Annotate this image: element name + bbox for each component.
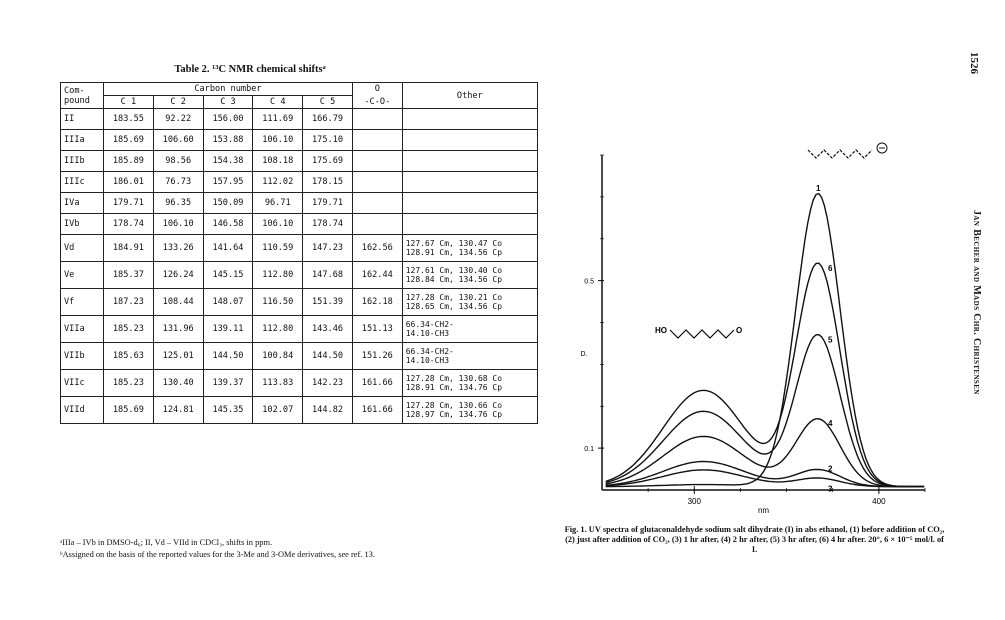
cell-carbonyl [352, 193, 402, 214]
chart-labels [816, 184, 833, 494]
cell-other [402, 214, 537, 235]
series-label: 5 [827, 335, 833, 345]
cell-c4: 113.83 [253, 370, 303, 397]
cell-c1: 183.55 [104, 109, 154, 130]
cell-c3: 141.64 [203, 235, 253, 262]
series-label: 3 [827, 484, 833, 494]
cell-other: 127.67 Cm, 130.47 Co 128.91 Cm, 134.56 Cp [402, 235, 537, 262]
cell-c5: 143.46 [303, 316, 353, 343]
cell-carbonyl [352, 151, 402, 172]
cell-carbonyl: 151.26 [352, 343, 402, 370]
cell-c5: 179.71 [303, 193, 353, 214]
header-c1: C 1 [104, 96, 154, 109]
cell-carbonyl [352, 109, 402, 130]
cell-c5: 144.50 [303, 343, 353, 370]
cell-compound: VIId [61, 397, 104, 424]
cell-other: 127.61 Cm, 130.40 Co 128.84 Cm, 134.56 Cp [402, 262, 537, 289]
footnote-a: ᵃIIIa – IVb in DMSO-d₆; II, Vd – VIId in CDCl₃, shifts in ppm. [60, 538, 273, 547]
cell-c5: 151.39 [303, 289, 353, 316]
table-row [61, 343, 538, 370]
series-label: 6 [827, 264, 833, 274]
molecule-enol-o: O [736, 326, 743, 335]
cell-other: 127.28 Cm, 130.68 Co 128.91 Cm, 134.76 Cp [402, 370, 537, 397]
series-line-2 [606, 462, 924, 487]
cell-c3: 146.58 [203, 214, 253, 235]
header-other: Other [402, 83, 537, 109]
molecule-enol-structure [655, 326, 742, 338]
cell-carbonyl [352, 130, 402, 151]
cell-c1: 185.37 [104, 262, 154, 289]
cell-c1: 187.23 [104, 289, 154, 316]
cell-carbonyl [352, 172, 402, 193]
series-line-6 [606, 263, 924, 486]
table-row [61, 397, 538, 424]
cell-other [402, 172, 537, 193]
header-c2: C 2 [153, 96, 203, 109]
cell-c1: 185.89 [104, 151, 154, 172]
table-row [61, 151, 538, 172]
table-row [61, 214, 538, 235]
series-label: 4 [827, 419, 833, 428]
footnote-b: ᵇAssigned on the basis of the reported values for the 3-Me and 3-OMe derivatives, see ref. 13. [60, 550, 375, 559]
cell-c2: 130.40 [153, 370, 203, 397]
cell-c2: 108.44 [153, 289, 203, 316]
cell-compound: IVa [61, 193, 104, 214]
cell-c4: 112.80 [253, 316, 303, 343]
x-tick-label: 400 [872, 497, 886, 506]
cell-compound: IIIb [61, 151, 104, 172]
nmr-shift-table [60, 82, 538, 424]
table-row [61, 370, 538, 397]
cell-c4: 96.71 [253, 193, 303, 214]
cell-compound: IIIa [61, 130, 104, 151]
header-carbonyl: -C-O- [352, 96, 402, 109]
cell-c2: 125.01 [153, 343, 203, 370]
cell-c3: 154.38 [203, 151, 253, 172]
cell-c3: 157.95 [203, 172, 253, 193]
cell-carbonyl [352, 214, 402, 235]
cell-c2: 124.81 [153, 397, 203, 424]
cell-c1: 185.69 [104, 397, 154, 424]
table-row [61, 289, 538, 316]
cell-c1: 184.91 [104, 235, 154, 262]
molecule-anion-structure [808, 143, 887, 158]
cell-compound: VIIb [61, 343, 104, 370]
table-row [61, 235, 538, 262]
cell-c4: 112.02 [253, 172, 303, 193]
cell-c2: 92.22 [153, 109, 203, 130]
cell-c3: 153.88 [203, 130, 253, 151]
chart-series [606, 194, 924, 487]
running-head: Jan Becher and Mads Chr. Christensen [971, 210, 982, 395]
cell-c2: 98.56 [153, 151, 203, 172]
table-row [61, 193, 538, 214]
nmr-table-body [61, 109, 538, 424]
cell-other: 66.34-CH2- 14.10-CH3 [402, 316, 537, 343]
y-axis-label: D. [580, 351, 588, 358]
cell-c1: 185.69 [104, 130, 154, 151]
cell-c1: 178.74 [104, 214, 154, 235]
cell-c1: 179.71 [104, 193, 154, 214]
cell-c4: 110.59 [253, 235, 303, 262]
cell-c4: 106.10 [253, 214, 303, 235]
cell-other: 127.28 Cm, 130.21 Co 128.65 Cm, 134.56 Cp [402, 289, 537, 316]
header-carbon-number: Carbon number [104, 83, 353, 96]
cell-compound: IIIc [61, 172, 104, 193]
cell-c5: 178.15 [303, 172, 353, 193]
cell-c4: 112.80 [253, 262, 303, 289]
cell-c5: 142.23 [303, 370, 353, 397]
table-row [61, 172, 538, 193]
cell-c3: 145.35 [203, 397, 253, 424]
cell-c2: 106.60 [153, 130, 203, 151]
cell-compound: VIIa [61, 316, 104, 343]
cell-c5: 144.82 [303, 397, 353, 424]
page-number: 1526 [968, 52, 980, 74]
cell-carbonyl: 161.66 [352, 397, 402, 424]
cell-c2: 76.73 [153, 172, 203, 193]
cell-c4: 108.18 [253, 151, 303, 172]
figure-caption: Fig. 1. UV spectra of glutaconaldehyde sodium salt dihydrate (I) in abs ethanol, (1) before addition of CO₂, (2) just after addition of CO₂, (3) 1 hr after, (4) 2 hr after, (5) 3 hr after, (6) 4 hr after. 20°, 6 × 10⁻⁵ mol/l. of I. [564, 525, 945, 554]
cell-c3: 145.15 [203, 262, 253, 289]
cell-c3: 139.11 [203, 316, 253, 343]
cell-other [402, 130, 537, 151]
cell-c5: 147.68 [303, 262, 353, 289]
header-c3: C 3 [203, 96, 253, 109]
cell-c3: 139.37 [203, 370, 253, 397]
table-row [61, 262, 538, 289]
cell-compound: VIIc [61, 370, 104, 397]
cell-c2: 133.26 [153, 235, 203, 262]
cell-c2: 106.10 [153, 214, 203, 235]
cell-c1: 185.23 [104, 316, 154, 343]
series-label: 1 [815, 183, 821, 193]
cell-c4: 111.69 [253, 109, 303, 130]
cell-compound: II [61, 109, 104, 130]
header-c4: C 4 [253, 96, 303, 109]
cell-c5: 147.23 [303, 235, 353, 262]
cell-c1: 185.63 [104, 343, 154, 370]
cell-c3: 148.07 [203, 289, 253, 316]
molecule-enol-ho: HO [655, 326, 667, 335]
cell-c4: 116.50 [253, 289, 303, 316]
cell-c3: 156.00 [203, 109, 253, 130]
y-tick-label: 0.1 [584, 446, 594, 454]
x-axis-label: nm [757, 506, 770, 515]
series-label: 2 [827, 464, 833, 474]
cell-carbonyl: 162.44 [352, 262, 402, 289]
cell-c4: 102.07 [253, 397, 303, 424]
cell-other [402, 193, 537, 214]
header-carbonyl-o: O [352, 83, 402, 96]
table-row [61, 316, 538, 343]
cell-c4: 100.84 [253, 343, 303, 370]
cell-compound: Ve [61, 262, 104, 289]
cell-compound: IVb [61, 214, 104, 235]
cell-c3: 150.09 [203, 193, 253, 214]
cell-other [402, 109, 537, 130]
cell-carbonyl: 162.18 [352, 289, 402, 316]
table-row [61, 109, 538, 130]
cell-other: 66.34-CH2- 14.10-CH3 [402, 343, 537, 370]
cell-other: 127.28 Cm, 130.66 Co 128.97 Cm, 134.76 Cp [402, 397, 537, 424]
cell-compound: Vf [61, 289, 104, 316]
cell-c1: 186.01 [104, 172, 154, 193]
cell-c2: 126.24 [153, 262, 203, 289]
table-row [61, 130, 538, 151]
cell-carbonyl: 161.66 [352, 370, 402, 397]
header-compound: Com- pound [61, 83, 104, 109]
cell-c4: 106.10 [253, 130, 303, 151]
cell-c5: 175.10 [303, 130, 353, 151]
cell-c5: 178.74 [303, 214, 353, 235]
cell-c1: 185.23 [104, 370, 154, 397]
cell-c5: 166.79 [303, 109, 353, 130]
header-c5: C 5 [303, 96, 353, 109]
y-tick-label: 0.5 [584, 278, 594, 286]
cell-carbonyl: 162.56 [352, 235, 402, 262]
table-title: Table 2. ¹³C NMR chemical shiftsᵃ [174, 64, 326, 75]
cell-other [402, 151, 537, 172]
series-line-4 [606, 419, 924, 487]
cell-c3: 144.50 [203, 343, 253, 370]
x-tick-label: 300 [687, 497, 701, 506]
cell-compound: Vd [61, 235, 104, 262]
cell-carbonyl: 151.13 [352, 316, 402, 343]
cell-c2: 96.35 [153, 193, 203, 214]
uv-spectra-chart [560, 130, 940, 515]
cell-c2: 131.96 [153, 316, 203, 343]
cell-c5: 175.69 [303, 151, 353, 172]
